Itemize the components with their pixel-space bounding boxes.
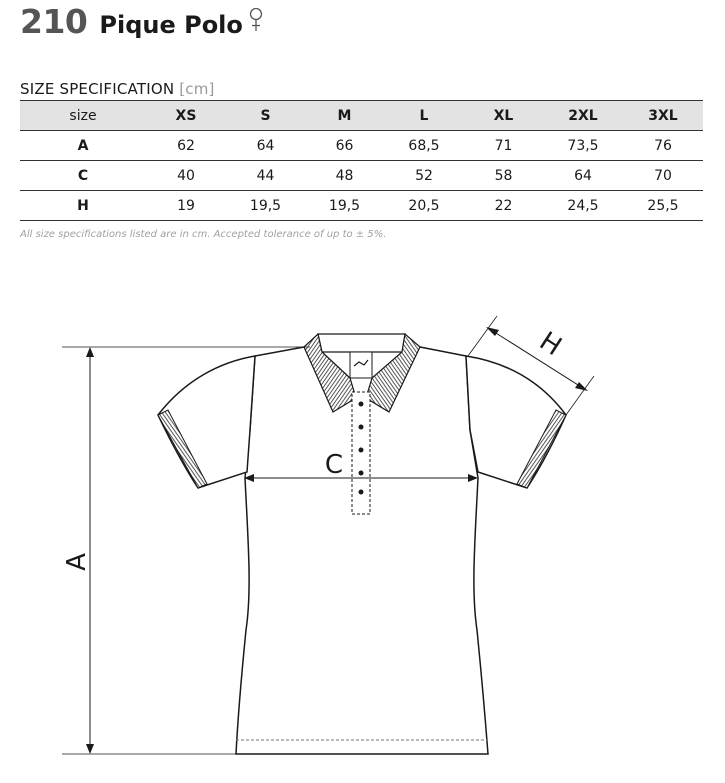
column-header: 3XL (648, 107, 678, 124)
table-cell: 64 (256, 137, 275, 154)
table-cell: 25,5 (647, 197, 679, 214)
table-cell: 22 (494, 197, 513, 214)
table-cell: 76 (654, 137, 672, 154)
table-cell: 19,5 (249, 197, 282, 214)
dimension-h-extension-1 (468, 316, 497, 356)
button-icon (359, 425, 364, 430)
table-cell: 19,5 (328, 197, 361, 214)
row-label: H (77, 197, 89, 214)
arrow-up-left-icon (486, 327, 499, 336)
column-header: M (337, 107, 352, 124)
neck-label (350, 352, 372, 378)
spec-unit: [cm] (179, 80, 215, 98)
table-cell: 66 (335, 137, 354, 154)
product-code: 210 (20, 2, 88, 41)
table-cell: 44 (256, 167, 275, 184)
table-cell: 64 (574, 167, 592, 184)
button-icon (359, 490, 364, 495)
table-cell: 20,5 (408, 197, 440, 214)
column-header: XL (493, 107, 514, 124)
column-header: L (419, 107, 429, 124)
placket (352, 392, 370, 514)
spec-heading-text: SIZE SPECIFICATION (20, 80, 175, 98)
table-cell: 71 (494, 137, 513, 154)
dimension-h-extension-2 (566, 376, 594, 415)
table-cell: 62 (177, 137, 195, 154)
dimension-c-label: C (324, 450, 344, 480)
column-header: XS (175, 107, 197, 124)
column-header: 2XL (568, 107, 598, 124)
table-cell: 24,5 (567, 197, 599, 214)
button-icon (359, 471, 364, 476)
tolerance-note: All size specifications listed are in cm. Accepted tolerance of up to ± 5%. (20, 229, 387, 240)
table-cell: 48 (335, 167, 354, 184)
table-cell: 73,5 (567, 137, 599, 154)
collar-back (318, 334, 405, 352)
table-cell: 52 (415, 167, 433, 184)
table-cell: 19 (177, 197, 195, 214)
column-header: S (260, 107, 271, 124)
table-cell: 58 (494, 167, 513, 184)
button-icon (359, 402, 364, 407)
arrow-up-icon (86, 347, 94, 357)
table-cell: 68,5 (408, 137, 440, 154)
dimension-h-label: H (533, 326, 567, 363)
table-cell: 40 (177, 167, 195, 184)
table-cell: 70 (654, 167, 672, 184)
dimension-a-label: A (62, 553, 92, 571)
row-label: A (77, 137, 89, 154)
row-label: C (77, 167, 89, 184)
product-name: Pique Polo (99, 11, 243, 39)
button-icon (359, 448, 364, 453)
column-header: size (69, 107, 97, 124)
arrow-down-icon (86, 744, 94, 754)
